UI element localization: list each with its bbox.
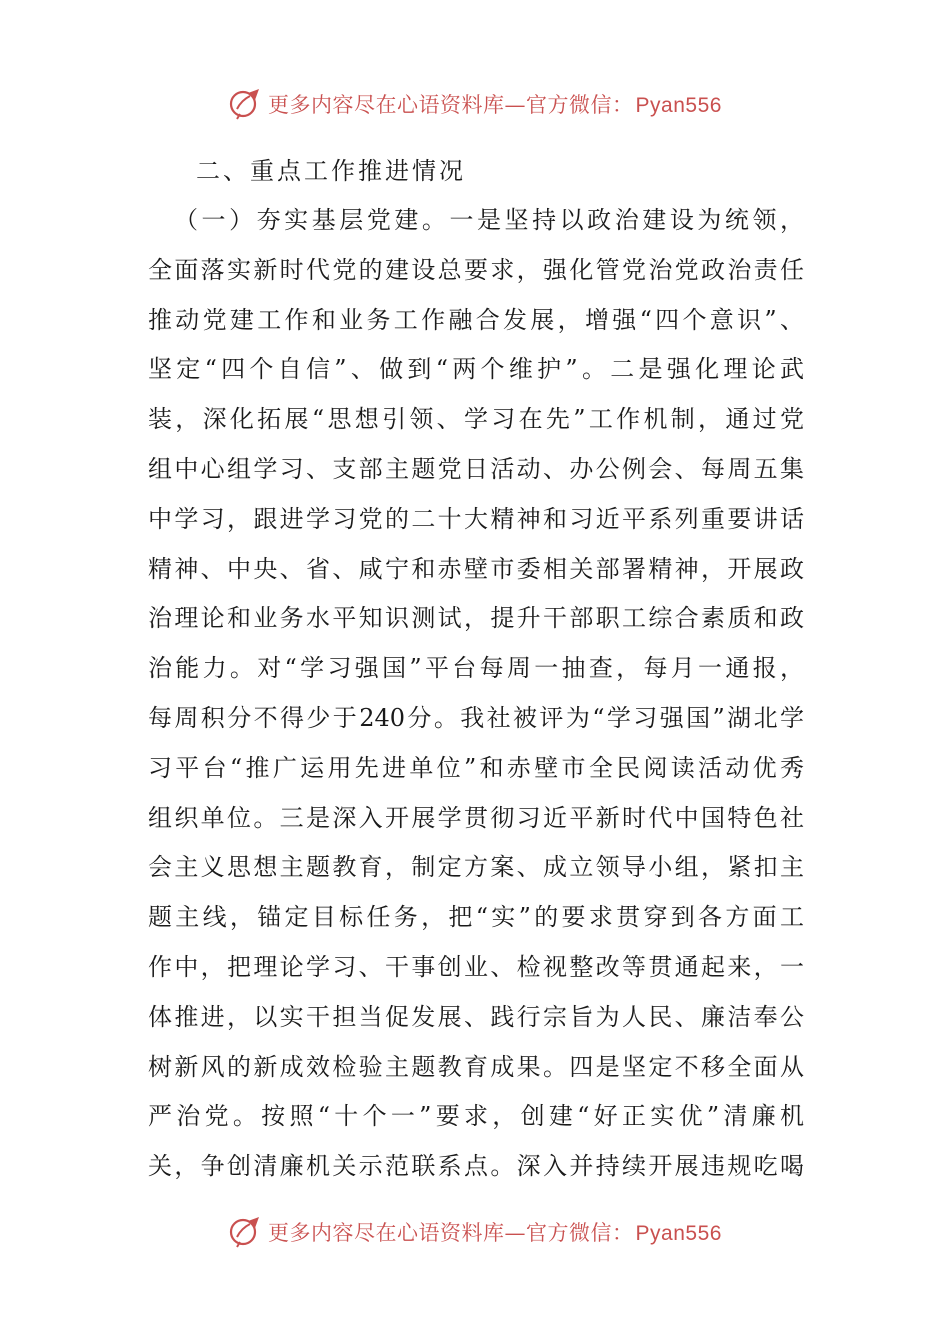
watermark-footer xyxy=(0,1212,950,1252)
watermark-wechat-id: Pyan556 xyxy=(635,1222,722,1245)
watermark-text: 更多内容尽在心语资料库—官方微信：Pyan556 xyxy=(268,1221,722,1245)
paragraph-line: 习平台“推广运用先进单位”和赤壁市全民阅读活动优秀 xyxy=(148,753,804,782)
paragraph-line: 作中，把理论学习、干事创业、检视整改等贯通起来，一 xyxy=(148,952,804,981)
paragraph-line: 会主义思想主题教育，制定方案、成立领导小组，紧扣主 xyxy=(148,853,804,882)
paragraph-line: 治理论和业务水平知识测试，提升干部职工综合素质和政 xyxy=(148,604,804,633)
paragraph-line: 组织单位。三是深入开展学贯彻习近平新时代中国特色社 xyxy=(148,803,804,832)
paragraph-line: 关，争创清廉机关示范联系点。深入并持续开展违规吃喝 xyxy=(148,1152,804,1181)
paragraph-line: 坚定“四个自信”、做到“两个维护”。二是强化理论武 xyxy=(148,355,804,384)
paragraph-line: 体推进，以实干担当促发展、践行宗旨为人民、廉洁奉公 xyxy=(148,1002,804,1031)
watermark-text: 更多内容尽在心语资料库—官方微信：Pyan556 xyxy=(268,93,722,117)
paragraph-line: 精神、中央、省、咸宁和赤壁市委相关部署精神，开展政 xyxy=(148,554,804,583)
paragraph-line: 中学习，跟进学习党的二十大精神和习近平系列重要讲话 xyxy=(148,504,804,533)
paragraph-line: 严治党。按照“十个一”要求，创建“好正实优”清廉机 xyxy=(148,1102,804,1131)
paragraph-line: 树新风的新成效检验主题教育成果。四是坚定不移全面从 xyxy=(148,1052,804,1081)
paragraph-line: 推动党建工作和业务工作融合发展，增强“四个意识”、 xyxy=(148,305,804,334)
paragraph-line: 治能力。对“学习强国”平台每周一抽查，每月一通报， xyxy=(148,654,804,683)
paragraph-line: 题主线，锚定目标任务，把“实”的要求贯穿到各方面工 xyxy=(148,903,804,932)
paragraph-line: 全面落实新时代党的建设总要求，强化管党治党政治责任 xyxy=(148,255,804,284)
paragraph-line: 装，深化拓展“思想引领、学习在先”工作机制，通过党 xyxy=(148,405,804,434)
paragraph-line: 每周积分不得少于240分。我社被评为“学习强国”湖北学 xyxy=(148,703,804,732)
document-body xyxy=(148,146,804,1192)
watermark-header xyxy=(0,84,950,124)
pen-logo-icon xyxy=(228,87,262,121)
section-heading: 二、重点工作推进情况 xyxy=(196,157,466,185)
paragraph-line: 组中心组学习、支部主题党日活动、办公例会、每周五集 xyxy=(148,454,804,483)
pen-logo-icon xyxy=(228,1215,262,1249)
watermark-wechat-id: Pyan556 xyxy=(635,94,722,117)
paragraph-line: （一）夯实基层党建。一是坚持以政治建设为统领， xyxy=(174,206,804,234)
